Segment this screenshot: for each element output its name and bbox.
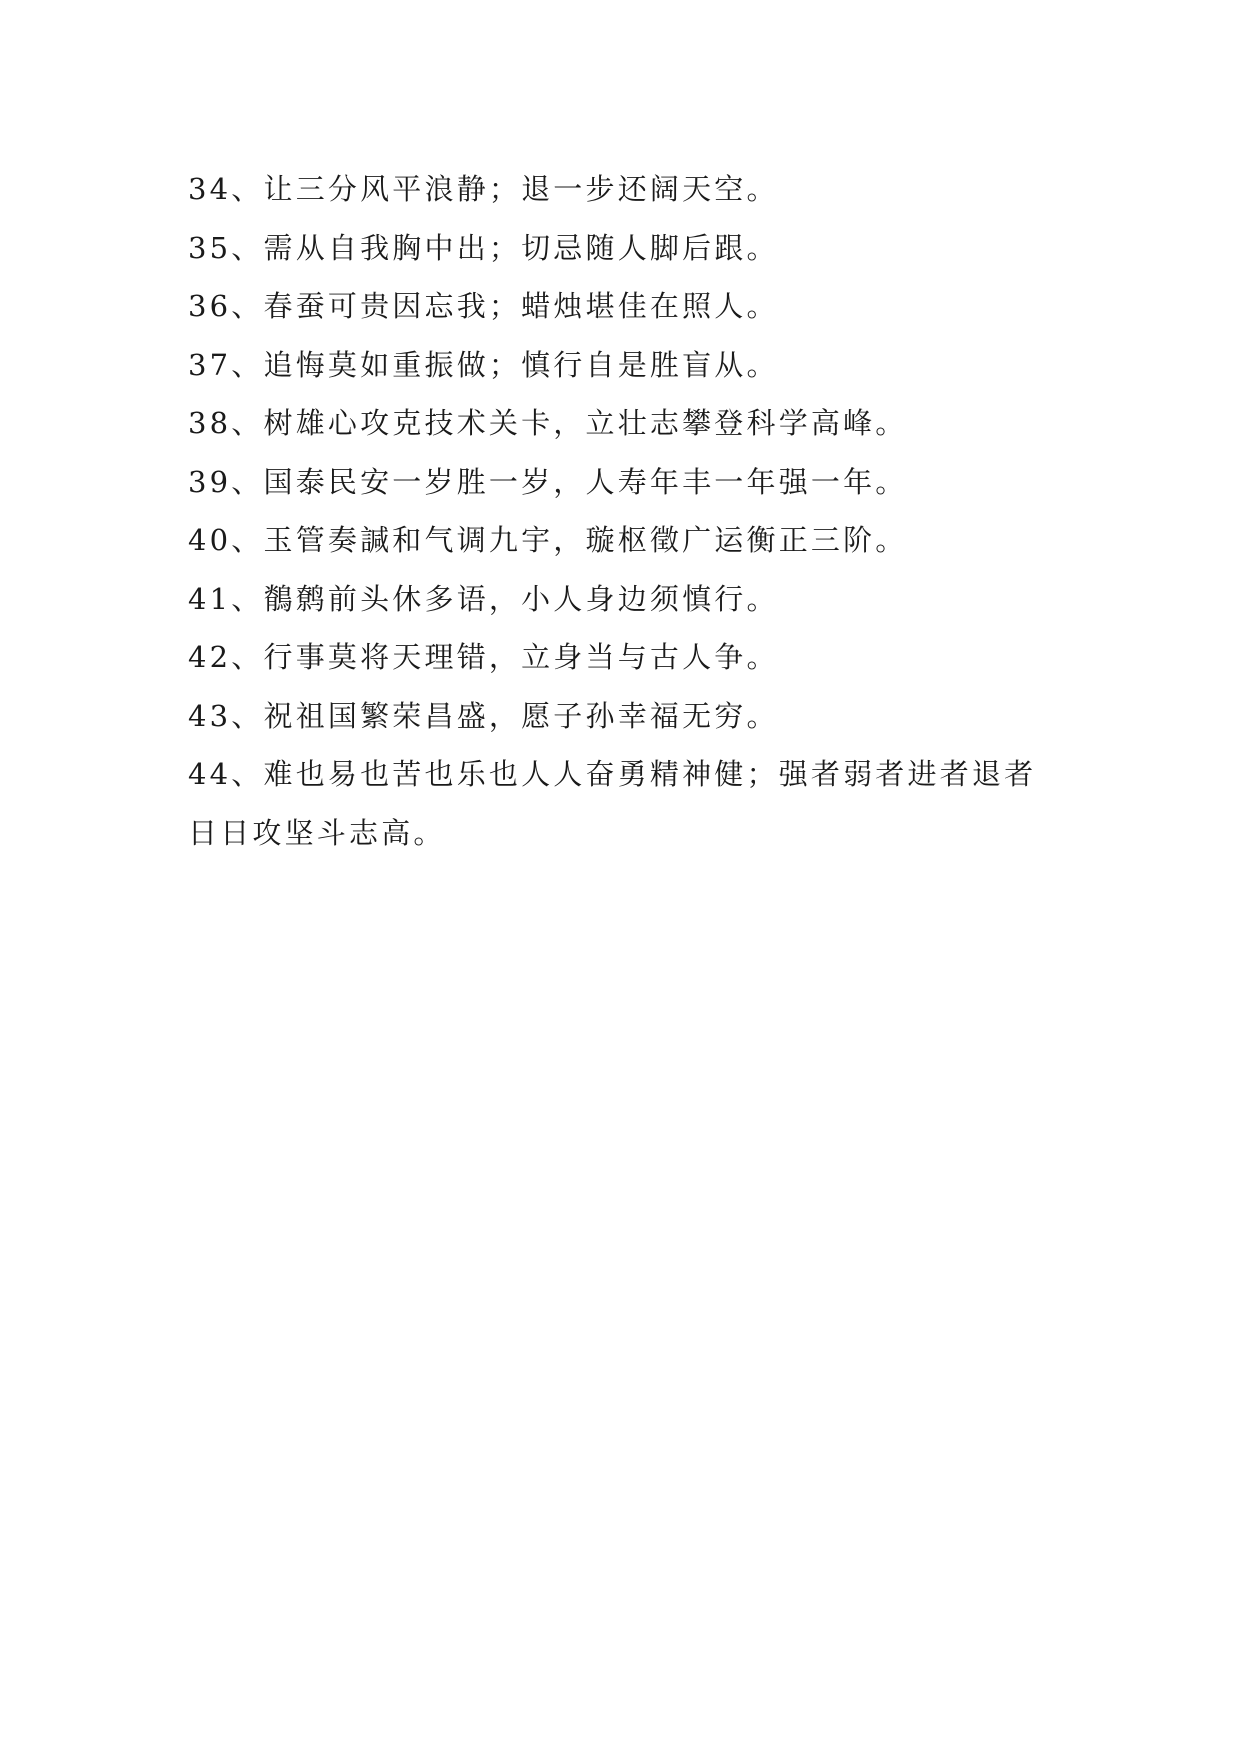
list-item: 34、让三分风平浪静；退一步还阔天空。: [188, 172, 779, 206]
list-item: 39、国泰民安一岁胜一岁，人寿年丰一年强一年。: [188, 464, 908, 499]
list-item: 42、行事莫将天理错，立身当与古人争。: [188, 640, 779, 674]
list-item: 37、追悔莫如重振做；慎行自是胜盲从。: [188, 347, 779, 382]
list-item: 41、鶺鹩前头休多语，小人身边须慎行。: [188, 581, 779, 616]
list-item: 38、树雄心攻克技术关卡，立壮志攀登科学高峰。: [188, 406, 908, 440]
list-item: 40、玉管奏諴和气调九宇，璇枢徵广运衡正三阶。: [188, 523, 908, 557]
list-item: 43、祝祖国繁荣昌盛，愿子孙幸福无穷。: [188, 698, 779, 733]
list-item: 36、春蚕可贵因忘我；蜡烛堪佳在照人。: [188, 289, 779, 323]
list-item: 44、难也易也苦也乐也人人奋勇精神健；强者弱者进者退者日日攻坚斗志高。: [188, 757, 1037, 850]
couplet-list: [188, 160, 1068, 862]
list-item: 35、需从自我胸中出；切忌随人脚后跟。: [188, 230, 779, 265]
